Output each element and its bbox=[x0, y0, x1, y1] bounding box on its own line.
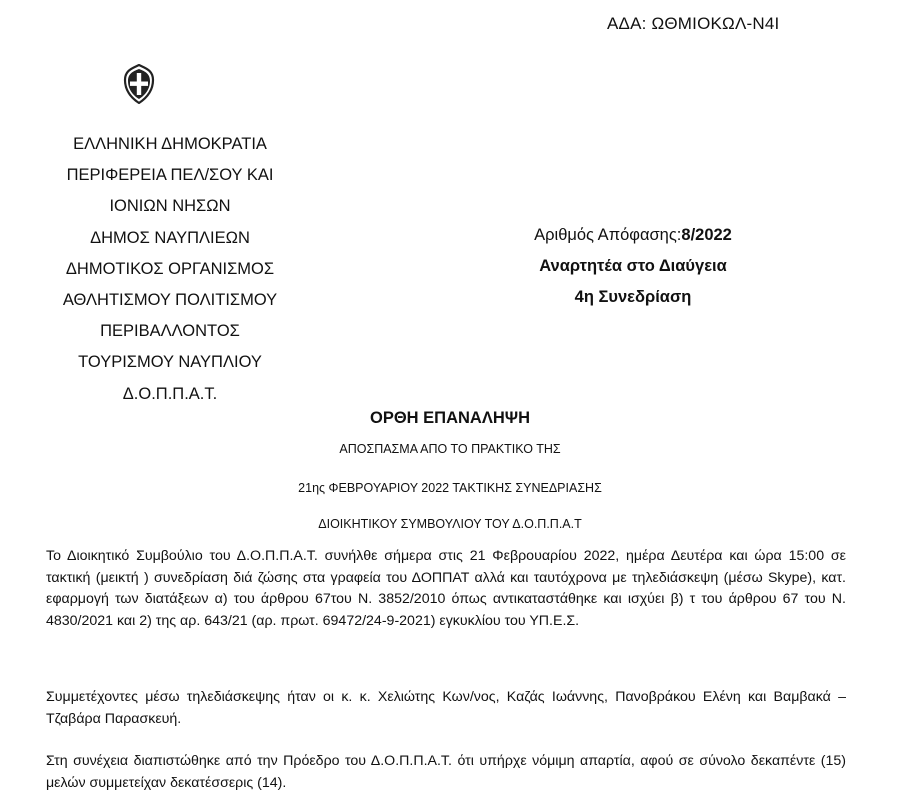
issuer-line: ΠΕΡΙΒΑΛΛΟΝΤΟΣ bbox=[100, 322, 240, 341]
issuer-line: ΤΟΥΡΙΣΜΟΥ ΝΑΥΠΛΙΟΥ bbox=[78, 353, 262, 372]
session-number: 4η Συνεδρίαση bbox=[574, 288, 692, 306]
issuer-line: ΕΛΛΗΝΙΚΗ ΔΗΜΟΚΡΑΤΙΑ bbox=[73, 135, 267, 153]
decision-number: 8/2022 bbox=[681, 226, 732, 244]
body-paragraph: Συμμετέχοντες μέσω τηλεδιάσκεψης ήταν οι κ. κ. Χελιώτης Κων/νος, Καζάς Ιωάννης, Πανοβράκου Ελένη και Βαμβακά – Τζαβάρα Παρασκευή. bbox=[46, 689, 846, 727]
issuer-line: ΙΟΝΙΩΝ ΝΗΣΩΝ bbox=[109, 197, 231, 216]
subtitle-line: ΑΠΟΣΠΑΣΜΑ ΑΠΟ ΤΟ ΠΡΑΚΤΙΚΟ ΤΗΣ bbox=[339, 442, 561, 456]
issuer-line: ΠΕΡΙΦΕΡΕΙΑ ΠΕΛ/ΣΟΥ ΚΑΙ bbox=[66, 166, 274, 185]
issuer-block bbox=[40, 129, 300, 410]
ada-code: ΑΔΑ: ΩΘΜΙΟΚΩΛ-Ν4Ι bbox=[607, 14, 780, 33]
subtitle-line: 21ης ΦΕΒΡΟΥΑΡΙΟΥ 2022 ΤΑΚΤΙΚΗΣ ΣΥΝΕΔΡΙΑΣΗΣ bbox=[298, 481, 602, 495]
issuer-line: ΑΘΛΗΤΙΣΜΟΥ ΠΟΛΙΤΙΣΜΟΥ bbox=[62, 291, 278, 310]
issuer-line: Δ.Ο.Π.Π.Α.Τ. bbox=[122, 384, 218, 403]
issuer-line: ΔΗΜΟΤΙΚΟΣ ΟΡΓΑΝΙΣΜΟΣ bbox=[65, 259, 275, 278]
decision-number-line bbox=[498, 220, 768, 251]
decision-info bbox=[498, 220, 768, 313]
document-title: ΟΡΘΗ ΕΠΑΝΑΛΗΨΗ bbox=[369, 409, 531, 427]
body-paragraph: Το Διοικητικό Συμβούλιο του Δ.Ο.Π.Π.Α.Τ. συνήλθε σήμερα στις 21 Φεβρουαρίου 2022, ημέρα Δευτέρα και ώρα 15:00 σε τακτική (μεικτή ) συνεδρίαση διά ζώσης στα γραφεία του ΔΟΠΠΑΤ αλλά και ταυτόχρονα με τηλεδιάσκεψη (μέσω Skype), κατ. εφαρμογή των διατάξεων α) του άρθρου 67του Ν. 3852/2010 όπως αντικαταστάθηκε και ισχύει β) τ του άρθρου 67 του Ν. 4830/2021 και 2) της αρ. 643/21 (αρ. πρωτ. 69472/24-9-2021) εγκυκλίου του ΥΠ.Ε.Σ. bbox=[46, 548, 846, 629]
subtitle-line: ΔΙΟΙΚΗΤΙΚΟΥ ΣΥΜΒΟΥΛΙΟΥ ΤΟΥ Δ.Ο.Π.Π.Α.Τ bbox=[318, 517, 582, 531]
decision-label: Αριθμός Απόφασης: bbox=[534, 226, 682, 244]
posting-note: Αναρτητέα στο Διαύγεια bbox=[539, 257, 727, 275]
issuer-line: ΔΗΜΟΣ ΝΑΥΠΛΙΕΩΝ bbox=[90, 228, 250, 247]
body-paragraph: Στη συνέχεια διαπιστώθηκε από την Πρόεδρο του Δ.Ο.Π.Π.Α.Τ. ότι υπήρχε νόμιμη απαρτία, αφού σε σύνολο δεκαπέντε (15) μελών συμμετείχαν δεκατέσσερις (14). bbox=[46, 753, 846, 791]
greek-coat-of-arms-icon bbox=[123, 64, 155, 104]
